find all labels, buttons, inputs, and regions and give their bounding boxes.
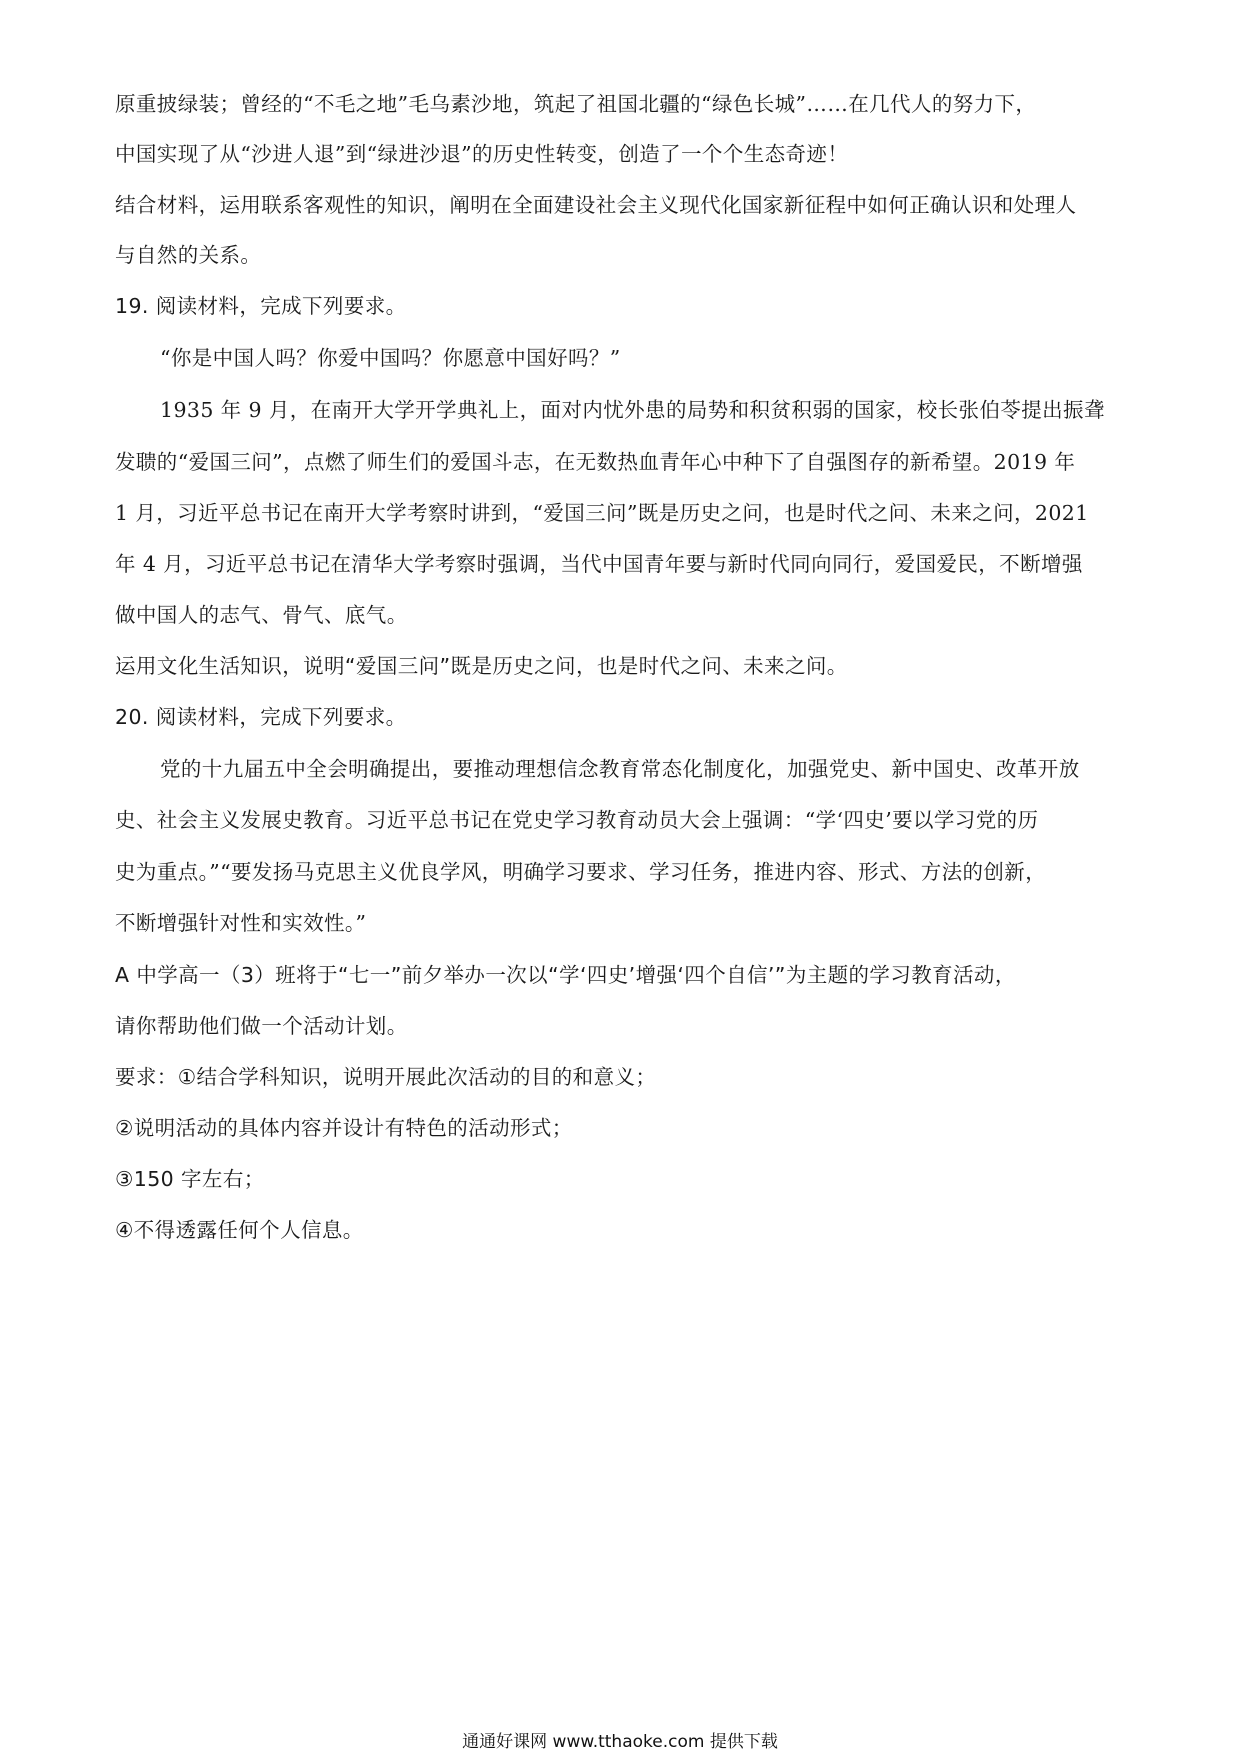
q20-requirement: ④不得透露任何个人信息。 bbox=[115, 1218, 364, 1242]
q20-task-line: 请你帮助他们做一个活动计划。 bbox=[115, 1014, 408, 1038]
q18-material-line: 中国实现了从“沙进人退”到“绿进沙退”的历史性转变，创造了一个个生态奇迹！ bbox=[115, 142, 849, 166]
q20-requirement: 要求：①结合学科知识，说明开展此次活动的目的和意义； bbox=[115, 1065, 657, 1089]
q19-material-line: 发聩的“爱国三问”，点燃了师生们的爱国斗志，在无数热血青年心中种下了自强图存的新希望。2019 年 bbox=[115, 450, 1076, 474]
q18-question-line: 结合材料，运用联系客观性的知识，阐明在全面建设社会主义现代化国家新征程中如何正确认识和处理人 bbox=[115, 193, 1077, 217]
q19-material-line: 做中国人的志气、骨气、底气。 bbox=[115, 603, 408, 627]
q18-material-line: 原重披绿装；曾经的“不毛之地”毛乌素沙地，筑起了祖国北疆的“绿色长城”……在几代人的努力下， bbox=[115, 92, 1037, 116]
q20-task-line: A 中学高一（3）班将于“七一”前夕举办一次以“学‘四史’增强‘四个自信’”为主题的学习教育活动， bbox=[115, 963, 1016, 987]
q20-requirement: ③150 字左右； bbox=[115, 1167, 265, 1191]
q20-material-line: 不断增强针对性和实效性。” bbox=[115, 911, 367, 935]
q20-material-line: 史、社会主义发展史教育。习近平总书记在党史学习教育动员大会上强调：“学‘四史’要以学习党的历 bbox=[115, 808, 1039, 832]
q19-material-line: 1 月，习近平总书记在南开大学考察时讲到，“爱国三问”既是历史之问，也是时代之问、未来之问，2021 bbox=[115, 501, 1089, 525]
q18-question-line: 与自然的关系。 bbox=[115, 243, 262, 267]
q19-material-line: 年 4 月，习近平总书记在清华大学考察时强调，当代中国青年要与新时代同向同行，爱国爱民，不断增强 bbox=[115, 552, 1083, 576]
page-footer: 通通好课网 www.tthaoke.com 提供下载 bbox=[462, 1732, 778, 1752]
q19-material-line: 1935 年 9 月，在南开大学开学典礼上，面对内忧外患的局势和积贫积弱的国家，校长张伯苓提出振聋 bbox=[160, 398, 1105, 422]
q19-quote: “你是中国人吗？你爱中国吗？你愿意中国好吗？” bbox=[160, 346, 621, 370]
q20-material-line: 史为重点。”“要发扬马克思主义优良学风，明确学习要求、学习任务，推进内容、形式、方法的创新， bbox=[115, 860, 1047, 884]
q19-title: 19. 阅读材料，完成下列要求。 bbox=[115, 294, 407, 318]
q19-question: 运用文化生活知识，说明“爱国三问”既是历史之问，也是时代之问、未来之问。 bbox=[115, 654, 848, 678]
q20-requirement: ②说明活动的具体内容并设计有特色的活动形式； bbox=[115, 1116, 573, 1140]
q20-material-line: 党的十九届五中全会明确提出，要推动理想信念教育常态化制度化，加强党史、新中国史、改革开放 bbox=[160, 757, 1080, 781]
q20-title: 20. 阅读材料，完成下列要求。 bbox=[115, 705, 407, 729]
